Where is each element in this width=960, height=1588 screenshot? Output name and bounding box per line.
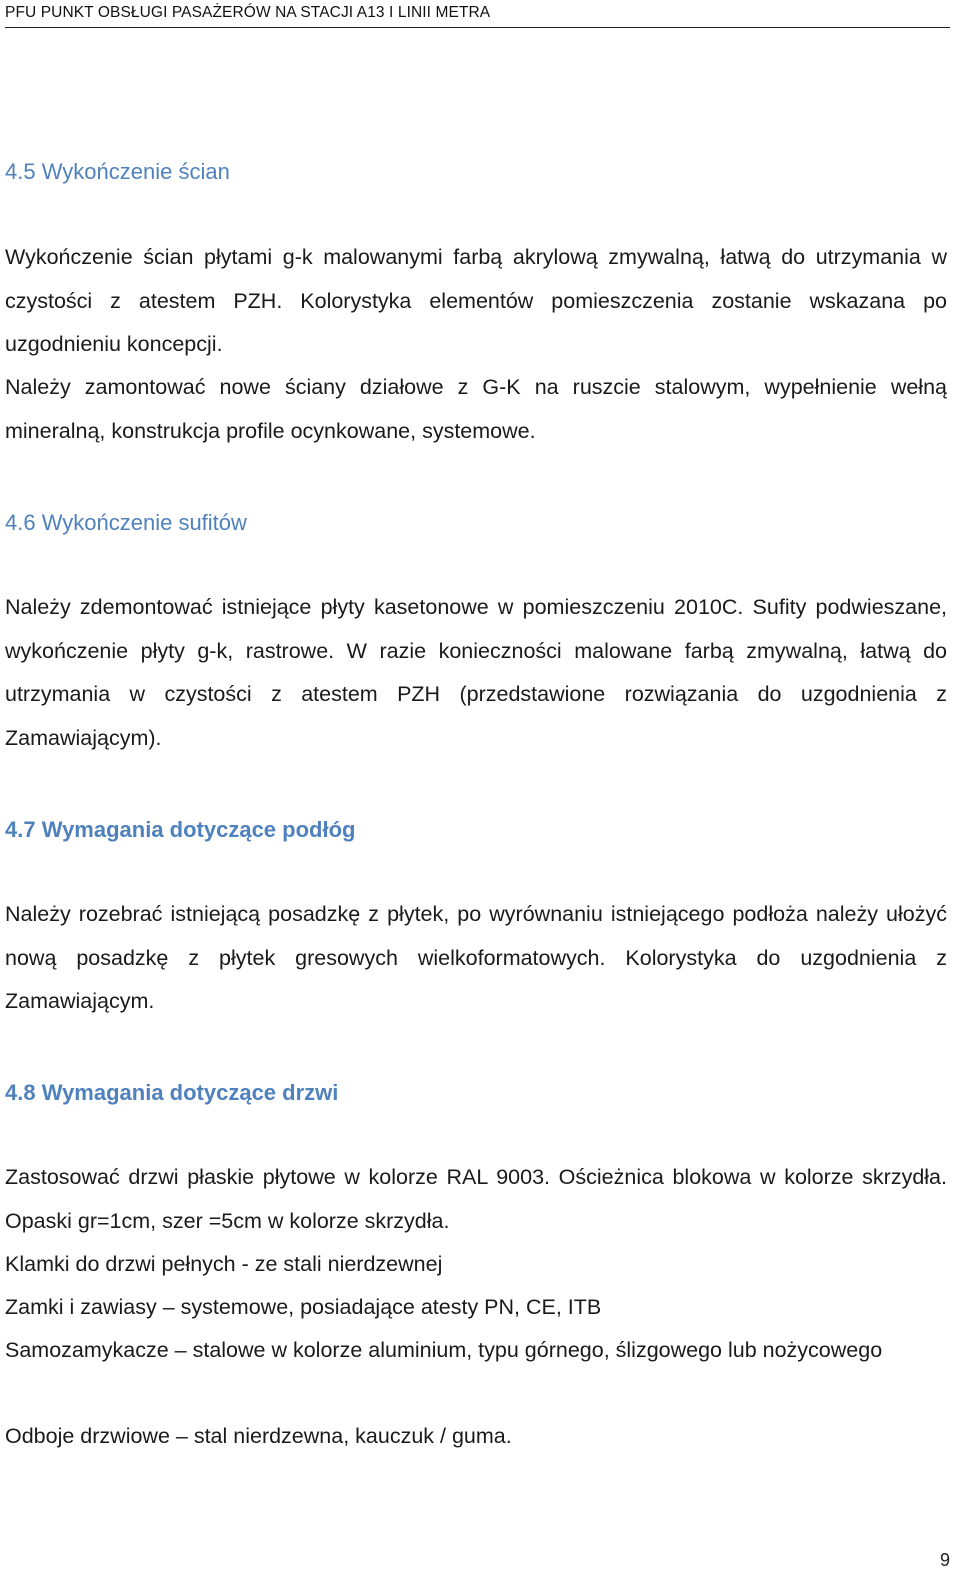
paragraph-floor-requirements: Należy rozebrać istniejącą posadzkę z płytek, po wyrównaniu istniejącego podłoża należy ułożyć nową posadzkę z płytek gresowych wielkoformatowych. Kolorystyka do uzgodnienia z Zamawiającym. — [5, 902, 947, 1013]
paragraph-door-requirements: Zastosować drzwi płaskie płytowe w kolorze RAL 9003. Ościeżnica blokowa w kolorze skrzydła. Opaski gr=1cm, szer =5cm w kolorze skrzydła. — [5, 1165, 947, 1233]
paragraph-wall-finishing-1: Wykończenie ścian płytami g-k malowanymi farbą akrylową zmywalną, łatwą do utrzymania w czystości z atestem PZH. Kolorystyka elementów pomieszczenia zostanie wskazana po uzgodnieniu koncepcji. — [5, 245, 947, 356]
list-item-locks-hinges: Zamki i zawiasy – systemowe, posiadające atesty PN, CE, ITB — [5, 1295, 602, 1319]
list-item-door-handles: Klamki do drzwi pełnych - ze stali nierdzewnej — [5, 1252, 443, 1276]
page-number: 9 — [939, 1550, 950, 1570]
section-heading-door-requirements: 4.8 Wymagania dotyczące drzwi — [5, 1080, 339, 1105]
paragraph-ceiling-finishing: Należy zdemontować istniejące płyty kasetonowe w pomieszczeniu 2010C. Sufity podwieszane, wykończenie płyty g-k, rastrowe. W razie konieczności malowane farbą zmywalną, łatwą do utrzymania w czystości z atestem PZH (przedstawione rozwiązania do uzgodnienia z Zamawiającym). — [5, 595, 947, 750]
section-heading-ceiling-finishing: 4.6 Wykończenie sufitów — [5, 510, 247, 535]
list-item-door-closers: Samozamykacze – stalowe w kolorze aluminium, typu górnego, ślizgowego lub nożycowego — [5, 1338, 883, 1362]
section-heading-wall-finishing: 4.5 Wykończenie ścian — [5, 159, 230, 184]
section-heading-floor-requirements: 4.7 Wymagania dotyczące podłóg — [5, 817, 356, 842]
paragraph-wall-finishing-2: Należy zamontować nowe ściany działowe z G-K na ruszcie stalowym, wypełnienie wełną mineralną, konstrukcja profile ocynkowane, systemowe. — [5, 375, 947, 443]
document-header: PFU PUNKT OBSŁUGI PASAŻERÓW NA STACJI A13 I LINII METRA — [5, 3, 950, 28]
list-item-door-stops: Odboje drzwiowe – stal nierdzewna, kauczuk / guma. — [5, 1424, 512, 1448]
